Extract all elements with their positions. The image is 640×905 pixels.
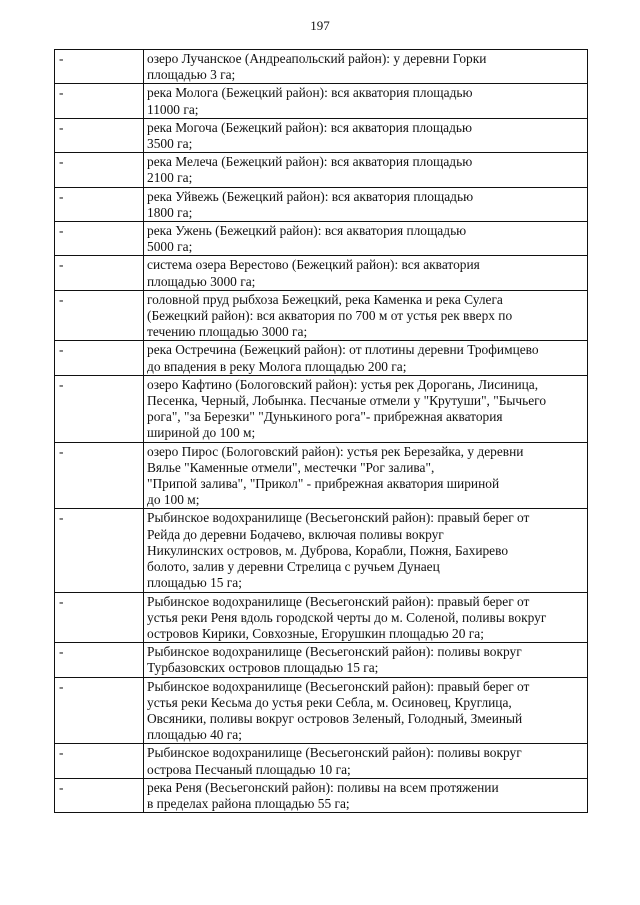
row-text: река Уйвежь (Бежецкий район): вся акватория площадью 1800 га; <box>144 187 588 221</box>
table-row <box>55 222 588 256</box>
table-row <box>55 187 588 221</box>
row-marker: - <box>55 744 144 778</box>
table-row <box>55 592 588 643</box>
table-row <box>55 375 588 442</box>
row-text: река Могоча (Бежецкий район): вся акватория площадью 3500 га; <box>144 118 588 152</box>
table-row <box>55 84 588 118</box>
row-text: озеро Кафтино (Бологовский район): устья рек Дорогань, Лисиница, Песенка, Черный, Лобынка. Песчаные отмели у "Крутуши", "Бычьего рога", "за Березки" "Дунькиного рога"- прибрежная акватория шириной до 100 м; <box>144 375 588 442</box>
row-marker: - <box>55 290 144 341</box>
row-marker: - <box>55 84 144 118</box>
row-marker: - <box>55 187 144 221</box>
row-marker: - <box>55 778 144 812</box>
row-text: Рыбинское водохранилище (Весьегонский район): поливы вокруг острова Песчаный площадью 10 га; <box>144 744 588 778</box>
table-row <box>55 153 588 187</box>
table-row <box>55 118 588 152</box>
table-row <box>55 442 588 509</box>
table-row <box>55 778 588 812</box>
row-text: река Ужень (Бежецкий район): вся акватория площадью 5000 га; <box>144 222 588 256</box>
row-text: река Реня (Весьегонский район): поливы на всем протяжении в пределах района площадью 55 га; <box>144 778 588 812</box>
row-marker: - <box>55 677 144 744</box>
table-row <box>55 341 588 375</box>
row-text: головной пруд рыбхоза Бежецкий, река Каменка и река Сулега (Бежецкий район): вся акватория по 700 м от устья рек вверх по течению площадью 3000 га; <box>144 290 588 341</box>
table-row <box>55 290 588 341</box>
row-marker: - <box>55 509 144 592</box>
document-table <box>54 49 588 813</box>
page-number: 197 <box>310 18 330 33</box>
row-text: Рыбинское водохранилище (Весьегонский район): правый берег от Рейда до деревни Бодачево, включая поливы вокруг Никулинских островов, м. Дуброва, Корабли, Пожня, Бахирево болото, залив у деревни Стрелица с ручьем Дунаец площадью 15 га; <box>144 509 588 592</box>
row-marker: - <box>55 341 144 375</box>
row-text: река Молога (Бежецкий район): вся акватория площадью 11000 га; <box>144 84 588 118</box>
row-text: озеро Лучанское (Андреапольский район): у деревни Горки площадью 3 га; <box>144 50 588 84</box>
row-text: озеро Пирос (Бологовский район): устья рек Березайка, у деревни Вялье "Каменные отмели", местечки "Рог залива", "Припой залива", "Прикол" - прибрежная акватория шириной до 100 м; <box>144 442 588 509</box>
table-row <box>55 677 588 744</box>
table-row <box>55 744 588 778</box>
table-row <box>55 509 588 592</box>
row-marker: - <box>55 50 144 84</box>
row-text: Рыбинское водохранилище (Весьегонский район): правый берег от устья реки Реня вдоль городской черты до м. Соленой, поливы вокруг островов Кирики, Совхозные, Егорушкин площадью 20 га; <box>144 592 588 643</box>
row-marker: - <box>55 256 144 290</box>
table-row <box>55 50 588 84</box>
row-marker: - <box>55 375 144 442</box>
row-text: река Остречина (Бежецкий район): от плотины деревни Трофимцево до впадения в реку Молога площадью 200 га; <box>144 341 588 375</box>
row-marker: - <box>55 222 144 256</box>
row-text: река Мелеча (Бежецкий район): вся акватория площадью 2100 га; <box>144 153 588 187</box>
table-row <box>55 256 588 290</box>
row-text: Рыбинское водохранилище (Весьегонский район): поливы вокруг Турбазовских островов площадью 15 га; <box>144 643 588 677</box>
table-row <box>55 643 588 677</box>
table-body <box>55 50 588 813</box>
row-marker: - <box>55 153 144 187</box>
row-marker: - <box>55 118 144 152</box>
row-marker: - <box>55 592 144 643</box>
row-marker: - <box>55 643 144 677</box>
row-marker: - <box>55 442 144 509</box>
row-text: система озера Верестово (Бежецкий район): вся акватория площадью 3000 га; <box>144 256 588 290</box>
row-text: Рыбинское водохранилище (Весьегонский район): правый берег от устья реки Кесьма до устья реки Себла, м. Осиновец, Круглица, Овсяники, поливы вокруг островов Зеленый, Голодный, Змеиный площадью 40 га; <box>144 677 588 744</box>
